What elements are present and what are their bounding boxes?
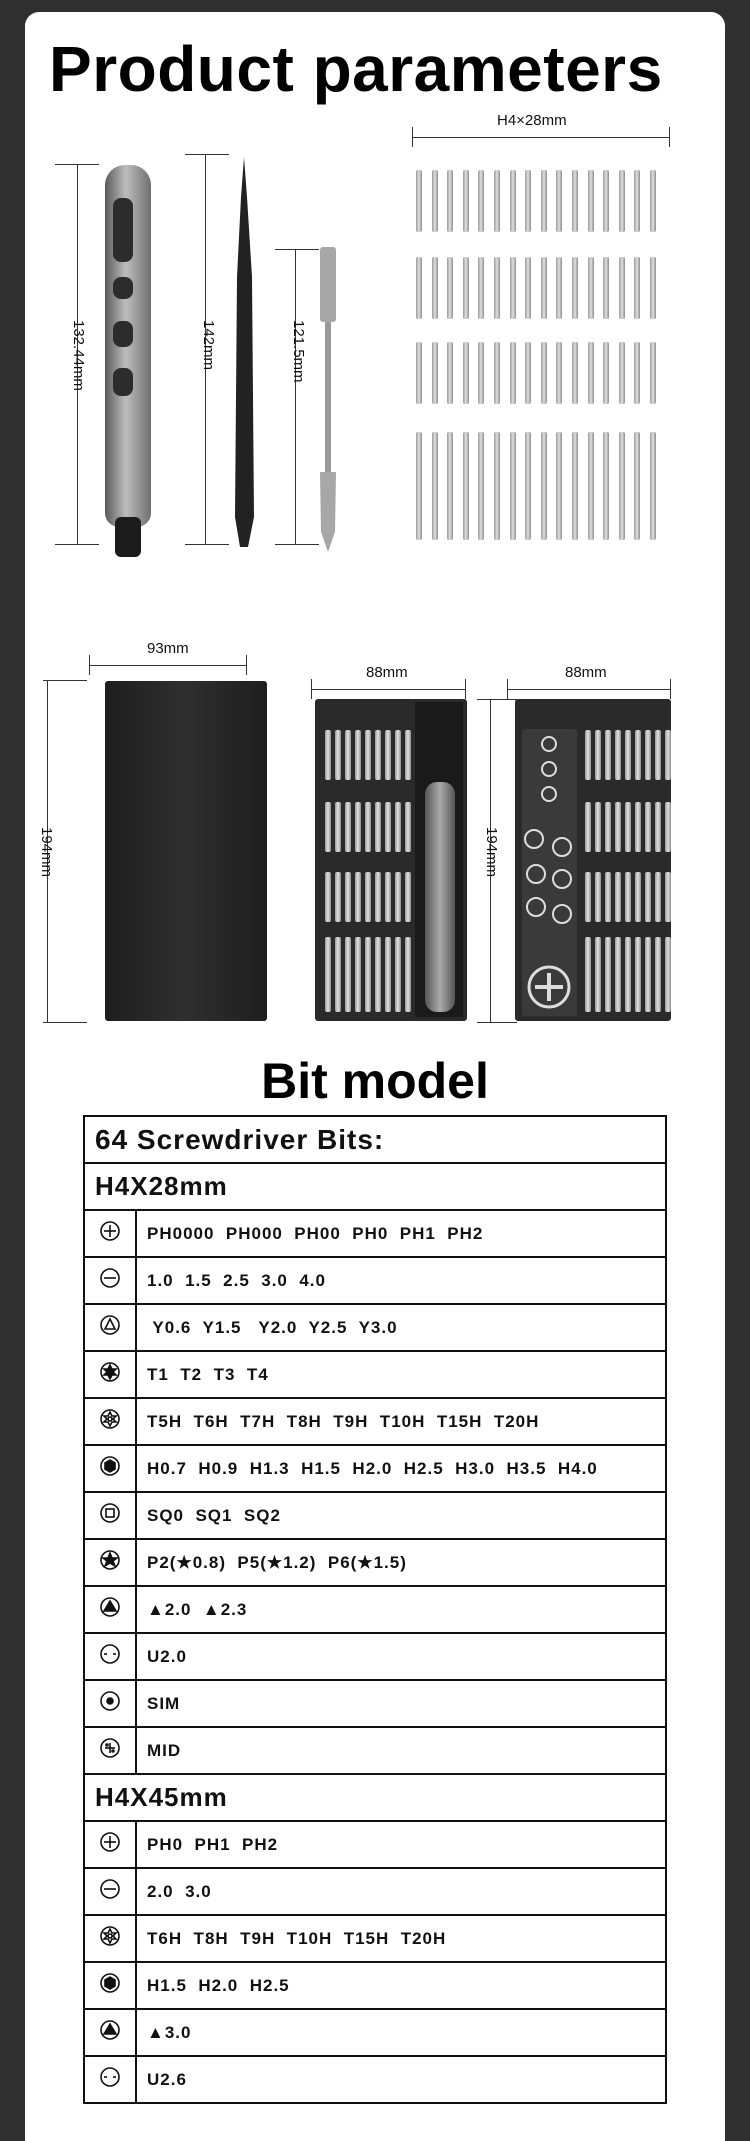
bit-image: [605, 730, 611, 780]
bit-image: [588, 170, 594, 232]
u-type-icon: [84, 1633, 136, 1680]
table-row: [84, 1915, 666, 1962]
table-row: [84, 1257, 666, 1304]
section-title: Bit model: [261, 1053, 489, 1109]
bit-image: [385, 730, 391, 780]
case-height-label: 194mm: [38, 827, 55, 878]
table-row: [84, 1962, 666, 2009]
spudger-length: 121.5mm: [290, 320, 307, 383]
bit-image: [405, 802, 411, 852]
bit-image: [432, 257, 438, 319]
bit-image: [447, 432, 453, 540]
bit-image: [525, 257, 531, 319]
hex-icon: [84, 1445, 136, 1492]
bit-image: [494, 257, 500, 319]
bit-image: [572, 170, 578, 232]
bit-sizes: PH0 PH1 PH2: [136, 1821, 666, 1868]
bit-image: [355, 937, 361, 1012]
bit-image: [432, 342, 438, 404]
bit-image: [478, 342, 484, 404]
bit-image: [405, 730, 411, 780]
case-width-label: 93mm: [147, 640, 189, 657]
table-row: [84, 1492, 666, 1539]
bit-image: [385, 872, 391, 922]
bit-image: [375, 730, 381, 780]
bit-image: [635, 802, 641, 852]
bit-image: [603, 257, 609, 319]
bit-sizes: T5H T6H T7H T8H T9H T10H T15H T20H: [136, 1398, 666, 1445]
triangle-icon: [84, 1586, 136, 1633]
bit-image: [463, 170, 469, 232]
bit-image: [634, 257, 640, 319]
bit-image: [645, 872, 651, 922]
bit-image: [325, 802, 331, 852]
bit-image: [572, 257, 578, 319]
bit-image: [375, 937, 381, 1012]
bit-sizes: 1.0 1.5 2.5 3.0 4.0: [136, 1257, 666, 1304]
bit-image: [375, 872, 381, 922]
bit-image: [572, 342, 578, 404]
bit-image: [556, 432, 562, 540]
table-row: [84, 1351, 666, 1398]
bit-image: [615, 937, 621, 1012]
bit-sizes: ▲2.0 ▲2.3: [136, 1586, 666, 1633]
bit-image: [494, 342, 500, 404]
bit-image: [494, 432, 500, 540]
bit-image: [655, 730, 661, 780]
table-header-row: [84, 1116, 666, 1163]
bit-image: [416, 257, 422, 319]
bit-image: [395, 937, 401, 1012]
bit-image: [478, 257, 484, 319]
bit-image: [355, 802, 361, 852]
bit-image: [556, 257, 562, 319]
bit-image: [395, 730, 401, 780]
bit-image: [335, 872, 341, 922]
bit-image: [494, 170, 500, 232]
bit-image: [572, 432, 578, 540]
bit-image: [588, 432, 594, 540]
table-row: [84, 1398, 666, 1445]
bit-image: [335, 802, 341, 852]
table-header: 64 Screwdriver Bits:: [84, 1116, 666, 1163]
bit-image: [634, 432, 640, 540]
bit-image: [345, 730, 351, 780]
bit-image: [447, 170, 453, 232]
bit-sizes: MID: [136, 1727, 666, 1774]
phillips-icon: [84, 1210, 136, 1257]
bit-sizes: Y0.6 Y1.5 Y2.0 Y2.5 Y3.0: [136, 1304, 666, 1351]
bit-image: [595, 937, 601, 1012]
bit-sizes: H0.7 H0.9 H1.3 H1.5 H2.0 H2.5 H3.0 H3.5 H4.0: [136, 1445, 666, 1492]
torx-security-icon: [84, 1398, 136, 1445]
phillips-icon: [84, 1821, 136, 1868]
bit-image: [615, 730, 621, 780]
driver-length: 132.44mm: [70, 320, 87, 391]
bit-sizes: SQ0 SQ1 SQ2: [136, 1492, 666, 1539]
bit-image: [650, 342, 656, 404]
bit-image: [395, 802, 401, 852]
tray-height-label: 194mm: [483, 827, 500, 878]
bit-image: [625, 872, 631, 922]
group-name: H4X45mm: [84, 1774, 666, 1821]
bit-image: [463, 257, 469, 319]
bit-image: [510, 257, 516, 319]
table-row: [84, 1680, 666, 1727]
tweezers-length: 142mm: [200, 320, 217, 371]
table-row: [84, 1539, 666, 1586]
bit-image: [595, 802, 601, 852]
bit-image: [619, 257, 625, 319]
bit-image: [650, 170, 656, 232]
bit-image: [645, 937, 651, 1012]
torx-icon: [84, 1351, 136, 1398]
bit-image: [478, 432, 484, 540]
table-row: [84, 1445, 666, 1492]
torx-security-icon: [84, 1915, 136, 1962]
bit-image: [619, 170, 625, 232]
table-row: [84, 1727, 666, 1774]
bit-image: [345, 937, 351, 1012]
bit-image: [335, 730, 341, 780]
bit-sizes: U2.0: [136, 1633, 666, 1680]
bit-image: [395, 872, 401, 922]
bit-image: [365, 937, 371, 1012]
triangle-icon: [84, 2009, 136, 2056]
bit-image: [416, 342, 422, 404]
u-type-icon: [84, 2056, 136, 2103]
bit-image: [345, 872, 351, 922]
bit-image: [416, 432, 422, 540]
bit-image: [375, 802, 381, 852]
bit-sizes: P2(★0.8) P5(★1.2) P6(★1.5): [136, 1539, 666, 1586]
bit-image: [510, 342, 516, 404]
table-row: [84, 2009, 666, 2056]
bit-image: [634, 342, 640, 404]
bit-image: [595, 872, 601, 922]
bits-size-label: H4×28mm: [497, 112, 567, 129]
bit-image: [345, 802, 351, 852]
bit-image: [634, 170, 640, 232]
bit-image: [603, 342, 609, 404]
bit-image: [478, 170, 484, 232]
bit-image: [541, 257, 547, 319]
bit-image: [625, 730, 631, 780]
bit-image: [603, 170, 609, 232]
bit-image: [365, 802, 371, 852]
bit-image: [655, 802, 661, 852]
bit-image: [605, 872, 611, 922]
group-header-row: [84, 1774, 666, 1821]
bit-image: [556, 170, 562, 232]
page-title: Product parameters: [49, 33, 663, 105]
bit-image: [605, 802, 611, 852]
bit-sizes: U2.6: [136, 2056, 666, 2103]
bit-image: [655, 937, 661, 1012]
bit-image: [325, 872, 331, 922]
bit-image: [525, 170, 531, 232]
bit-image: [405, 872, 411, 922]
group-header-row: [84, 1163, 666, 1210]
bit-image: [615, 802, 621, 852]
bit-image: [365, 872, 371, 922]
bit-image: [463, 432, 469, 540]
mid-icon: [84, 1727, 136, 1774]
table-row: [84, 2056, 666, 2103]
bit-image: [541, 432, 547, 540]
bit-image: [645, 802, 651, 852]
bit-image: [365, 730, 371, 780]
bit-image: [645, 730, 651, 780]
bit-image: [650, 257, 656, 319]
table-row: [84, 1821, 666, 1868]
bit-image: [588, 257, 594, 319]
bit-image: [385, 937, 391, 1012]
bit-image: [355, 872, 361, 922]
table-row: [84, 1210, 666, 1257]
bit-image: [432, 170, 438, 232]
bit-image: [447, 342, 453, 404]
bit-image: [325, 730, 331, 780]
bit-sizes: H1.5 H2.0 H2.5: [136, 1962, 666, 2009]
slotted-icon: [84, 1257, 136, 1304]
bit-image: [665, 872, 671, 922]
bit-image: [650, 432, 656, 540]
bit-image: [355, 730, 361, 780]
bit-image: [655, 872, 661, 922]
sim-icon: [84, 1680, 136, 1727]
slotted-icon: [84, 1868, 136, 1915]
bit-image: [625, 937, 631, 1012]
bit-image: [556, 342, 562, 404]
bit-image: [335, 937, 341, 1012]
bit-image: [635, 937, 641, 1012]
bit-image: [541, 170, 547, 232]
bit-image: [510, 432, 516, 540]
bit-image: [585, 730, 591, 780]
bit-image: [619, 342, 625, 404]
bit-image: [585, 872, 591, 922]
bit-image: [588, 342, 594, 404]
bit-sizes: 2.0 3.0: [136, 1868, 666, 1915]
bit-image: [432, 432, 438, 540]
bit-image: [625, 802, 631, 852]
hex-icon: [84, 1962, 136, 2009]
table-row: [84, 1586, 666, 1633]
bit-image: [510, 170, 516, 232]
bit-sizes: T6H T8H T9H T10H T15H T20H: [136, 1915, 666, 1962]
bit-sizes: SIM: [136, 1680, 666, 1727]
content-card: [25, 12, 725, 2141]
bit-image: [541, 342, 547, 404]
bit-image: [416, 170, 422, 232]
table-row: [84, 1868, 666, 1915]
bit-image: [635, 872, 641, 922]
tri-wing-icon: [84, 1304, 136, 1351]
bit-image: [525, 342, 531, 404]
bit-image: [665, 730, 671, 780]
bit-image: [615, 872, 621, 922]
bit-image: [619, 432, 625, 540]
bit-image: [585, 937, 591, 1012]
bit-sizes: T1 T2 T3 T4: [136, 1351, 666, 1398]
square-icon: [84, 1492, 136, 1539]
tray2-width-label: 88mm: [565, 664, 607, 681]
bit-image: [605, 937, 611, 1012]
table-row: [84, 1304, 666, 1351]
bit-image: [595, 730, 601, 780]
tray1-width-label: 88mm: [366, 664, 408, 681]
bit-image: [603, 432, 609, 540]
bit-image: [385, 802, 391, 852]
bit-image: [665, 937, 671, 1012]
bit-image: [665, 802, 671, 852]
table-row: [84, 1633, 666, 1680]
bit-image: [325, 937, 331, 1012]
bit-image: [525, 432, 531, 540]
bit-model-table: [83, 1115, 667, 2104]
bit-image: [405, 937, 411, 1012]
bit-sizes: ▲3.0: [136, 2009, 666, 2056]
bit-image: [585, 802, 591, 852]
bit-image: [447, 257, 453, 319]
pentalobe-icon: [84, 1539, 136, 1586]
bit-sizes: PH0000 PH000 PH00 PH0 PH1 PH2: [136, 1210, 666, 1257]
bit-image: [463, 342, 469, 404]
group-name: H4X28mm: [84, 1163, 666, 1210]
bit-image: [635, 730, 641, 780]
